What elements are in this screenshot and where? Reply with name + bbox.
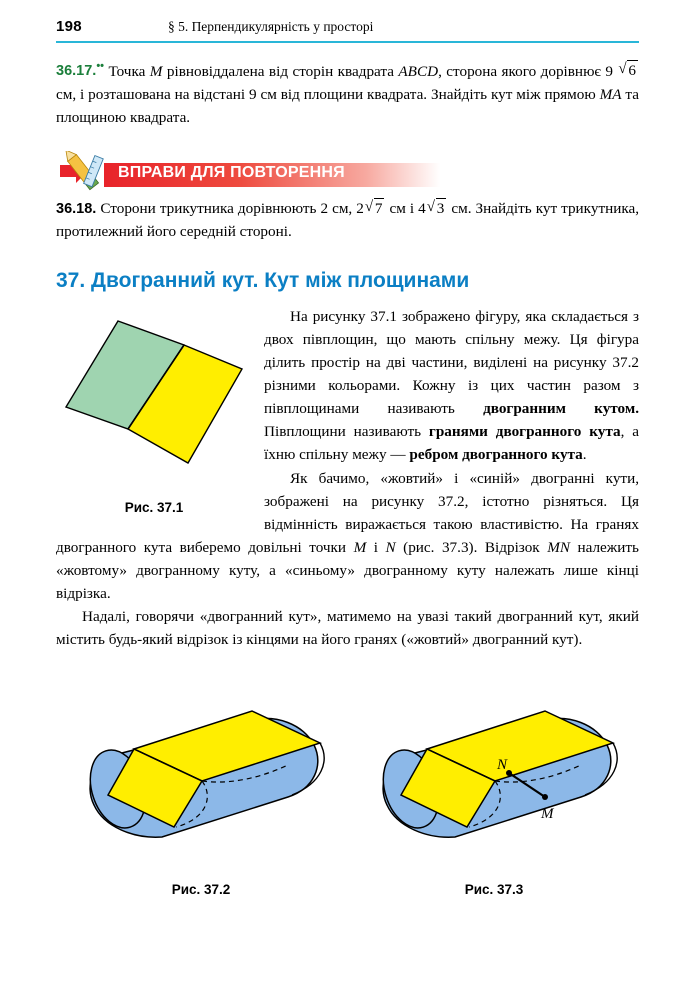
section-heading: 37. Двогранний кут. Кут між площинами [56, 268, 470, 292]
paragraph-3: Надалі, говорячи «двогранний кут», матимемо на увазі такий двогранний кут, який містить будь-який відрізок із кінцями на його гранях («жовтий» двогранний кут). [56, 608, 639, 649]
task-text: рівновіддалена від сторін квадрата [162, 62, 399, 80]
math-variable: ABCD [398, 62, 439, 80]
repetition-banner [56, 151, 639, 197]
paragraph-text: і [366, 538, 386, 556]
dihedral-angle-illustration [56, 311, 252, 489]
page-header [56, 0, 639, 35]
header-divider [56, 41, 639, 43]
task-text: Точка [108, 62, 150, 80]
page-number: 198 [56, 18, 82, 35]
math-variable: N [385, 538, 396, 556]
math-variable: M [149, 62, 163, 80]
dihedral-solid-with-points [349, 677, 639, 867]
paragraph-text: Як бачимо, «жовтий» і «синій» двогранні кути, зображені на рисунку 37.2, істотно різняться. Ця відмінність виражається такою властивістю. На гранях двогранного кута виберемо довільні точки [56, 469, 639, 556]
figure-caption: Рис. 37.1 [124, 499, 184, 515]
figure-37-3 [349, 677, 639, 897]
paragraph-text: На рисунку 37.1 зображено фігуру, яка складається з двох півплощин, що мають спільну межу. Ця фігура ділить простір на дві частини, виділені на рисунку 37.2 різними кольорами. Кожну із цих частин разом з півплощинами називають [264, 307, 639, 418]
task-text: та площиною квадрата. [56, 85, 639, 126]
paragraph-text: , а їхню спільну межу — [264, 423, 639, 464]
task-number: 36.18. [56, 200, 97, 217]
sqrt-expression: √ 3 [427, 197, 447, 220]
task-text: Сторони трикутника дорівнюють 2 см, 2 [100, 199, 364, 217]
paragraph-text: належить «жовтому» двогранному куту, а «синьому» двогранному куту належать лише кінці відрізка. [56, 538, 639, 603]
figure-caption: Рис. 37.3 [464, 882, 524, 898]
running-header-title: § 5. Перпендикулярність у просторі [167, 19, 374, 34]
math-variable: MN [547, 538, 570, 556]
pencil-ruler-icon [56, 151, 110, 197]
task-number: 36.17.•• [56, 60, 105, 80]
figure-37-2 [56, 677, 346, 897]
figure-caption: Рис. 37.2 [171, 882, 231, 898]
paragraph-text: Півплощини називають [264, 423, 429, 441]
sqrt-expression: √ 6 [618, 59, 638, 82]
point-label-m: M [541, 806, 554, 823]
term-dihedral-angle: двогранним кутом. [483, 400, 639, 418]
sqrt-expression: √ 7 [365, 197, 385, 220]
paragraph-text: . [582, 446, 587, 464]
task-text: см і 4 [385, 199, 426, 217]
bottom-figures [56, 677, 639, 897]
figure-37-1 [56, 311, 252, 515]
dihedral-solid-yellow-blue [56, 677, 346, 867]
task-36-18 [56, 197, 639, 243]
paragraph-text: (рис. 37.3). Відрізок [395, 538, 548, 556]
task-36-17 [56, 59, 639, 129]
math-variable: MA [599, 85, 622, 103]
task-text: см, і розташована на відстані 9 см від площини квадрата. Знайдіть кут між прямою [56, 85, 600, 103]
task-text: , сторона якого дорівнює 9 [438, 62, 618, 80]
task-text: см. Знайдіть кут трикутника, протилежний його середній стороні. [56, 199, 640, 240]
banner-label: ВПРАВИ ДЛЯ ПОВТОРЕННЯ [118, 163, 345, 181]
math-variable: M [353, 538, 367, 556]
term-faces: гранями двогранного кута [428, 423, 621, 441]
point-label-n: N [497, 757, 508, 774]
term-edge: ребром двогранного кута [409, 446, 583, 464]
